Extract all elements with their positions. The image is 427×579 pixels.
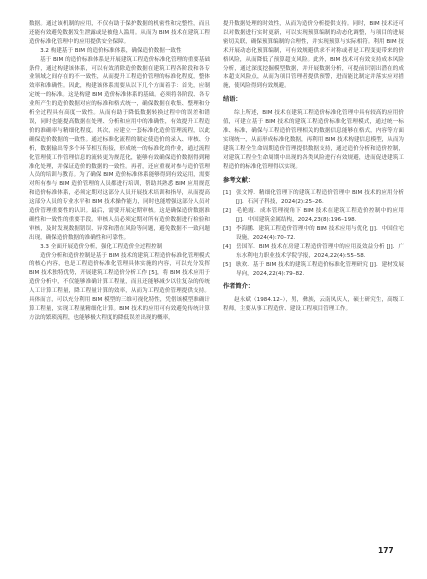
paragraph: 基于 BIM 的造价标准体系是开展建筑工程造价标准化管理的重要基础条件，通过构建该体系，可以有效消除造价数据在建筑工程各阶段和各专业领域之间存在的不一致性，从而提升工程造价管理的标准化程度，整体效率和准确性。因此，构建该体系需要从以下几个方面着手：首先，应制定统一的标准。这是构建 BIM 造价标准体系的基础。必须将各阶段、各专业所产生的造价数据对应的标准和格式统一，确保数据在收集、整理和分析全过程具有高度一致性。从而有助于降低数据转换过程中的误差和错误，同时也能提高数据在处理、分析和应用中的准确性，有效提升工程造价的准确率与精细化程度。其次，应建立一套标准化造价管理流程，以此确保造价数据的一致性。通过标准化流程的制定使造价的录入、审核、分析，数据输出等多个环节相互衔接，形成统一的标准化的作业，通过流程化管理使工作管理信息的流转更为规范化，能够有效确保造价数据得到精准化处理，并保证造价的数据的一致性。再者，还应重视对参与造价管理人员的培训与教育。为了确保 BIM 造价标准体系能够得到有效运用，需要对所有参与 BIM 造价管理的人员都进行培训，帮助其熟悉 BIM 应用规范和造价标准体系，必须定期对这部分人员开展技术培训和指导，从而提高这部分人员的专业水平和 BIM 技术操作能力，同时也能增强这部分人员对造价管理重要性的认识。最后，需要开展定期审核。这是确保造价数据准确性和一致性的重要手段。审核人员必须定期对所有造价数据进行检验和审核，及时发现数据错误、异常和潜在风险等问题，避免数据不一致问题出现，确保造价数据的准确性和可靠性。	[29, 56, 210, 241]
left-column	[29, 20, 210, 323]
reference-item	[223, 207, 404, 225]
paragraph: 造价分析和造价控制是基于 BIM 技术的建筑工程造价标准化管理模式的核心内容，也是工程造价标准化管理具体实施的内容，可以充分发挥 BIM 技术独特优势，开展建筑工程造价分析工作 [5]，将 BIM 技术应用于造价分析中，不仅能够准确计算工程量，而且还能够减少以往复杂的传统人工计算工程量，降工程量计算的效率，从而为工程造价管理提供支持。具体而言，可以充分利用 BIM 模型的三维可视化特性，凭借该模型准确计算工程量，实现工程量精细化计算。BIM 技术的应用可有效避免传统计算方法的繁琐流程，也能够极大程度的降低误差出现的概率，	[29, 252, 210, 321]
reference-item	[223, 243, 404, 261]
page-number: 177	[378, 546, 394, 555]
reference-number: [2]	[223, 208, 231, 215]
reference-item	[223, 225, 404, 243]
reference-text: 岳国军．BIM 技术在房建工程造价管理中的应用及效益分析 [J]．广东水利电力职业技术学院学报，2024,22(4):55–58.	[236, 243, 404, 259]
conclusion-heading: 结语：	[223, 96, 242, 104]
author-bio: 赵永斌（1984.12–），男，彝族，云南凤庆人，硕士研究生，高级工程师，主要从事工程造价、建设工程项目管理工作。	[223, 297, 404, 313]
reference-number: [5]	[223, 261, 231, 268]
paragraph: 综上所述，BIM 技术在建筑工程造价标准化管理中具有较高的应用价值，可建立基于 BIM 技术的建筑工程造价标准化管理模式，通过统一标准、标准，确保与工程造价管理相关的数据信息能够在格式，内容等方面实现统一，从而形成标准化数据，再利用 BIM 技术构建信息模型，从而为建筑工程全生命周期造价管理提供数据支持，通过造价分析和造价控制，对建筑工程全生命周期中出现的各类风险进行有效规避，进而促进建筑工程造价的标准化管理得以实现。	[223, 110, 404, 170]
reference-item	[223, 261, 404, 279]
reference-text: 李海鹏．建筑工程造价管理中的 BIM 技术应用与优化 [J]．中国住宅设施，2024(4):70–72.	[236, 226, 404, 241]
paragraph: 提升数据处理的时效性，从而为造价分析提供支持。同时，BIM 技术还可以对数据进行实时更新，可以实现预算编制的动态化调整，与项目的进展密切关联，确保预算编制的合理性，并实现预算与实际相符。利用 BIM 技术开展动态化预算编制，可有效规避供求不对称或者是工程变更带来的价格风险，从而降低了预算超支风险。此外，BIM 技术可有效支持成本风险分析，通过深度挖掘模型数据，并开展数据分析，可提前识别出潜在的成本超支风险点，从而为项目管理者提供预警，进而能比制定并落实应对措施，使风险得到有效规避。	[223, 21, 404, 90]
reference-text: 毛艳霞．成本管理视角下 BIM 技术在建筑工程造价控制中的应用 [J]．中国建筑金属结构，2024,23(8):196–198.	[236, 208, 404, 224]
reference-number: [4]	[223, 243, 231, 250]
paragraph: 数据。通过该机制的应用，不仅有助于保护数据的机密性和完整性，而且还能有效避免数据发生泄露或是被他人滥用。从而为 BIM 技术在建筑工程造价标准化管理中的应用提供安全保障。	[29, 21, 210, 45]
reference-list	[223, 189, 404, 278]
subsection-heading: 3.2 构建基于 BIM 的造价标准体系，确保造价数据一致性	[40, 47, 182, 54]
reference-text: 耿欢．基于 BIM 技术的建筑工程造价标准化管理研究 [J]．建材发展导向，2024,22(4):79–82.	[236, 261, 404, 277]
right-column	[223, 20, 404, 314]
reference-number: [3]	[223, 226, 231, 233]
references-heading: 参考文献：	[223, 176, 255, 184]
reference-item	[223, 189, 404, 207]
subsection-heading: 3.3 全面开展造价分析，强化工程造价全过程控制	[40, 243, 163, 250]
reference-number: [1]	[223, 190, 231, 197]
reference-text: 张文博．精细化管理下的建筑工程造价管理中 BIM 技术的应用分析 [J]．石河子科技，2024(2):25–26.	[236, 190, 404, 206]
author-bio-heading: 作者简介：	[223, 283, 255, 291]
